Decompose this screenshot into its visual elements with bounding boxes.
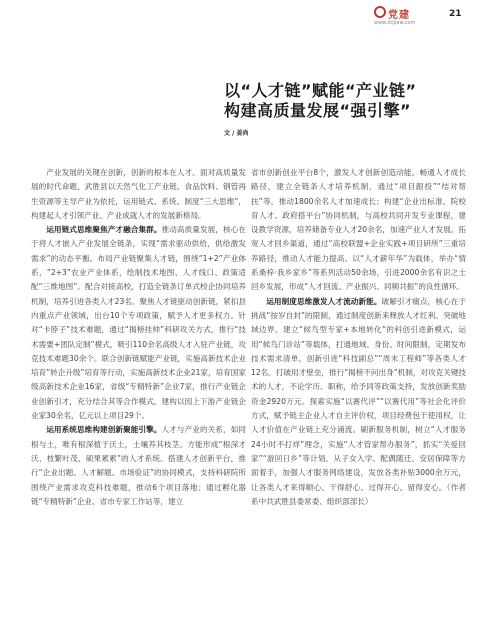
paragraph: 省市创新创业平台8个，激发人才创新创造动能。畅通人才成长路径，建立全链条人才培养机制，通过“项目跟投”“结对帮扶”等，推动1800余名人才加速成长；构建“企业出标准、院校育人才、政府搭平台”协同机制，与高校共同开发专业课程，建设教学资源，培养储备专业人才20余名，加速产业人才发展。拓宽人才回乡渠道，通过“高校联盟+企业实践+项目研所”三重培养路径，推动人才能力提高。以“人才薪年华”为载体，举办“情系桑梓·我乡家乡”等系列活动50余场，引进2000余名有识之士回乡发展，形成“人才回流、产业振兴、同频共振”的良性循环。 <box>251 168 466 292</box>
paragraph-text: 破解引才痛点，核心在于挑战“按岁自封”的限制，通过制度创新来释放人才红利。突破地域边界，建立“候鸟型专家+本地转化”的科创引进新模式，运用“候鸟门诊站”等载体，打通地域、身份、时间限制，定期发布技术需求清单，创新引进“科技副总”“周末工程师”等各类人才12名。打破用才壁垒，推行“揭榜不问出身”机制，对攻克关键技术的人才，不论学历、职称，给予同等政策支持，发放创新奖励资金2920万元。探索实施“以赛代评”“以赛代用”等社会化评价方式，赋予链主企业人才自主评价权，项目经费包干使用权，让人才价值在产业链上充分涌流。刷新服务机制，树立“人才服务24小时不打烊”理念，实施“人才管家帮办服务”，抓实“关爱回家”“游回日乡”等计划，从子女入学、配偶随迁、安居保障等方面着手，加强人才服务网络建设，发放各类补贴3000余万元，让各类人才来得顺心、干得舒心、过得开心、留得安心。（作者系中共武胜县委常委、组织部部长） <box>251 296 467 506</box>
section-heading: 运用制度思维激发人才流动新能。 <box>266 296 382 306</box>
logo-url: www.dojiaw.com <box>374 20 416 26</box>
paragraph <box>31 223 246 423</box>
paragraph <box>251 295 466 509</box>
article-title-line-1: 以“人才链”赋能“产业链” <box>224 81 417 100</box>
paragraph-text: 推动高质量发展，核心在于将人才嵌入产业发展全链条，实现“需求驱动供给，供给激发需求”的动态平衡。布局产业链聚集人才链，围绕“1+2”产业体系，“2+3”农业产业体系，绘制技术地图、人才线口、政策适配“三维地图”。配合对接高校，打造全链条订单式校企协同培养机制，培养引进各类人才23名。聚焦人才链驱动创新链，紧扣县内重点产业领域，出台10个专项政策，赋予人才更多权力。针对“卡脖子”技术难题，通过“揭榜挂帅”科研攻关方式，推行“技术需要+团队定制”模式，吸引110余名高级人才入驻产业链，攻克技术难题30余个。联合创新链赋能产业链，实施高新技术企业培育“转企升级”培育等行动，实施高新技术企业21家，培育国家级高新技术企业16家，省级“专精特新”企业7家，推行产业链企业创新引才，充分结合其等合作模式，建构以园上下游产业链企业家30余名，亿元以上项目29个。 <box>31 225 247 421</box>
paragraph-text: 人才与产业的关系，如同根与土，唯有根深植于沃土，土壤养其枝茎。方能形成“根深才沃、枝繁叶茂、硕果累累”的人才系统。搭建人才创新平台，推行“企业出题、人才解题、市场验证”的协同模式，支持科研院所围绕产业需求攻克科技难题，推动6个项目落地；通过孵化器链“专精特新”企业、省市专家工作站等，建立 <box>31 425 247 506</box>
article-title-line-2: 构建高质量发展“强引擎” <box>224 101 412 120</box>
left-column <box>31 166 246 509</box>
paragraph <box>31 423 246 509</box>
page-number: 21 <box>449 9 462 19</box>
section-heading: 运用链式思维聚焦产才融合集群。 <box>46 225 162 235</box>
right-column <box>251 166 466 509</box>
paragraph: 产业发展的关键在创新，创新的根本在人才。面对高质量发展的时代命题，武胜县以天然气化工产业链、食品饮料、钢管再生资源等主导产业为依托，运用链式、系统、制度“三大思维”，构建起人才引领产业、产业成就人才的发展新格局。 <box>31 168 246 220</box>
article-author: 文 / 姜尚 <box>224 130 249 137</box>
logo-text: 党建 <box>388 10 410 21</box>
section-heading: 运用系统思维构建创新聚能引擎。 <box>46 425 162 435</box>
party-emblem-icon <box>374 6 386 18</box>
